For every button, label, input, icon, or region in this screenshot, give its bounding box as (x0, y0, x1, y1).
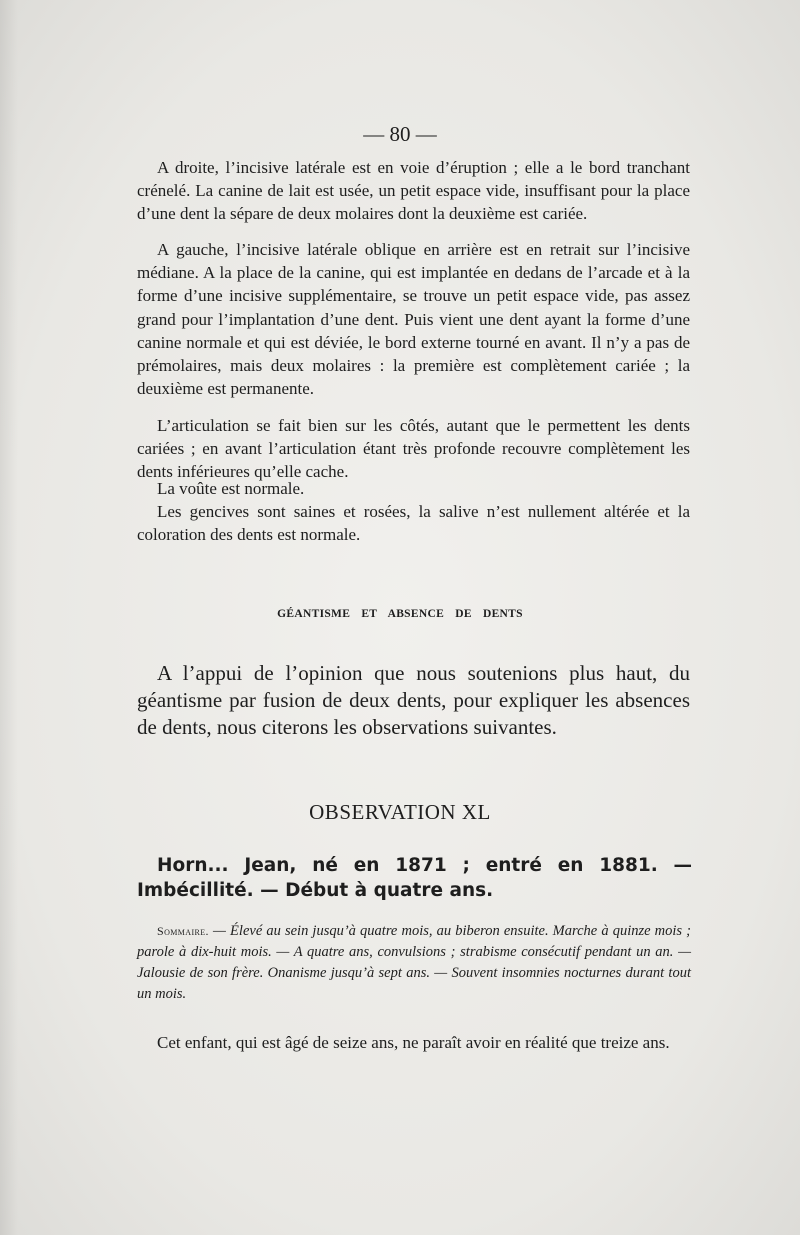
paragraph: La voûte est normale. (157, 479, 305, 498)
paragraph-vault (137, 477, 690, 500)
intro-text: A l’appui de l’opinion que nous soutenions plus haut, du géantisme par fusion de deux dents, pour expliquer les absences de dents, nous citerons les observations suivantes. (137, 661, 690, 739)
paragraph: A gauche, l’incisive latérale oblique en arrière est en retrait sur l’incisive médiane. A la place de la canine, qui est implantée en dedans de l’arcade et à la forme d’une incisive supplémentaire, se trouve un petit espace vide, pas assez grand pour l’implantation d’une dent. Puis vient une dent ayant la forme d’une canine normale et qui est déviée, le bord externe tourné en avant. Il n’y a pas de prémolaires, mais deux molaires : la première est complètement cariée ; la deuxième est permanente. (137, 240, 690, 399)
paragraph: A droite, l’incisive latérale est en voie d’éruption ; elle a le bord tranchant crénelé. La canine de lait est usée, un petit espace vide, insuffisant pour la place d’une dent la sépare de deux molaires dont la deuxième est cariée. (137, 158, 690, 224)
section-title: GÉANTISME ET ABSENCE DE DENTS (277, 608, 523, 620)
observation-heading (137, 853, 692, 903)
paragraph-left-side (137, 238, 690, 400)
observation-title: OBSERVATION XL (309, 800, 491, 824)
observation-closing (137, 1031, 690, 1054)
summary-paragraph (137, 921, 691, 1005)
page-number: — 80 — (363, 122, 437, 146)
intro-paragraph (137, 660, 690, 741)
paragraph-articulation (137, 414, 690, 484)
observation-heading-text: Horn... Jean, né en 1871 ; entré en 1881. — Imbécillité. — Début à quatre ans. (137, 855, 692, 901)
paragraph: Les gencives sont saines et rosées, la salive n’est nullement altérée et la coloration des dents est normale. (137, 502, 690, 545)
observation-summary (137, 921, 691, 1005)
paragraph-gums (137, 500, 690, 546)
closing-text: Cet enfant, qui est âgé de seize ans, ne paraît avoir en réalité que treize ans. (157, 1033, 670, 1052)
summary-label: Sommaire. (157, 924, 209, 938)
paragraph-right-side (137, 156, 690, 226)
summary-text: — Élevé au sein jusqu’à quatre mois, au biberon ensuite. Marche à quinze mois ; parole à dix-huit mois. — A quatre ans, convulsions ; strabisme consécutif pendant un an. — Jalousie de son frère. Onanisme jusqu’à sept ans. — Souvent insomnies nocturnes durant tout un mois. (137, 923, 691, 1002)
paragraph: L’articulation se fait bien sur les côtés, autant que le permettent les dents cariées ; en avant l’articulation étant très profonde recouvre complètement les dents inférieures qu’elle cache. (137, 416, 690, 482)
